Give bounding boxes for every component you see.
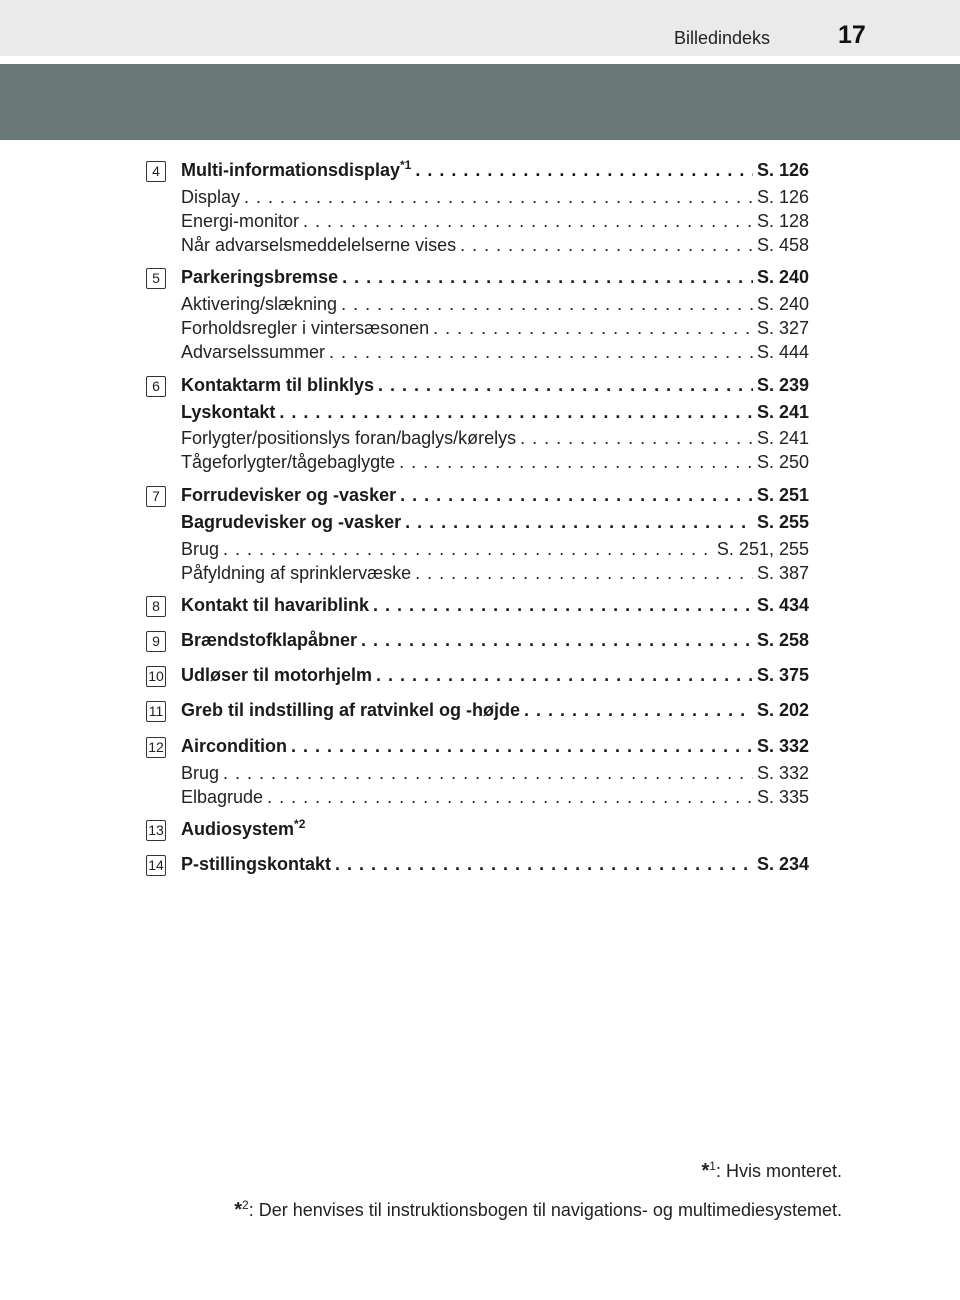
index-entry[interactable] — [181, 736, 809, 760]
dot-leader — [460, 235, 753, 256]
entry-label: Multi-informationsdisplay$^{*1}$ — [181, 158, 412, 180]
entry-number-badge: 11 — [146, 701, 166, 722]
page-reference: S. 255 — [756, 512, 809, 532]
index-subentry[interactable] — [181, 342, 809, 366]
dot-leader — [267, 787, 753, 808]
index-subentry[interactable] — [181, 235, 809, 259]
dot-leader — [415, 563, 753, 584]
page-reference: S. 202 — [756, 700, 809, 720]
entry-number-badge: 13 — [146, 820, 166, 841]
dot-leader — [223, 539, 713, 560]
dot-leader — [303, 211, 753, 232]
index-entry[interactable] — [181, 267, 809, 291]
entry-number-badge: 12 — [146, 737, 166, 758]
entry-label: Aircondition — [181, 736, 287, 756]
index-subentry[interactable] — [181, 428, 809, 452]
entry-label: Display — [181, 187, 241, 207]
entry-label: Kontakt til havariblink — [181, 595, 370, 615]
entry-label: P-stillingskontakt — [181, 854, 332, 874]
index-entry[interactable] — [181, 819, 809, 843]
dot-leader — [378, 375, 753, 396]
page-reference: S. 241 — [756, 428, 809, 448]
entry-label: Brug — [181, 539, 220, 559]
dot-leader — [341, 294, 753, 315]
index-entry[interactable] — [181, 512, 809, 536]
page-reference: S. 239 — [756, 375, 809, 395]
page-reference: S. 458 — [756, 235, 809, 255]
entry-label: Greb til indstilling af ratvinkel og -højde — [181, 700, 521, 720]
dot-leader — [399, 452, 753, 473]
entry-label: Audiosystem$^{*2}$ — [181, 817, 306, 839]
page-reference: S. 126 — [756, 160, 809, 180]
index-entry[interactable] — [181, 375, 809, 399]
entry-number-badge: 7 — [146, 486, 166, 507]
entry-number-badge: 8 — [146, 596, 166, 617]
entry-number-badge: 5 — [146, 268, 166, 289]
page-reference: S. 240 — [756, 267, 809, 287]
entry-label: Aktivering/slækning — [181, 294, 338, 314]
entry-label: Brug — [181, 763, 220, 783]
entry-number-badge: 10 — [146, 666, 166, 687]
index-subentry[interactable] — [181, 563, 809, 587]
page-reference: S. 128 — [756, 211, 809, 231]
index-entry[interactable] — [181, 160, 809, 184]
page-reference: S. 241 — [756, 402, 809, 422]
entry-label: Forlygter/positionslys foran/baglys/kørelys — [181, 428, 517, 448]
index-subentry[interactable] — [181, 539, 809, 563]
page-number: 17 — [838, 21, 866, 49]
entry-label: Når advarselsmeddelelserne vises — [181, 235, 457, 255]
dot-leader — [376, 665, 753, 686]
page-reference: S. 444 — [756, 342, 809, 362]
entry-number-badge: 9 — [146, 631, 166, 652]
dot-leader — [361, 630, 753, 651]
index-entry[interactable] — [181, 402, 809, 426]
dot-leader — [335, 854, 753, 875]
entry-label: Brændstofklapåbner — [181, 630, 358, 650]
index-entry[interactable] — [181, 485, 809, 509]
page-reference: S. 375 — [756, 665, 809, 685]
entry-label: Forholdsregler i vintersæsonen — [181, 318, 430, 338]
dot-leader — [223, 763, 753, 784]
index-subentry[interactable] — [181, 763, 809, 787]
page-reference: S. 240 — [756, 294, 809, 314]
entry-number-badge: 4 — [146, 161, 166, 182]
page-reference: S. 332 — [756, 763, 809, 783]
page-reference: S. 258 — [756, 630, 809, 650]
entry-label: Parkeringsbremse — [181, 267, 339, 287]
page-reference: S. 335 — [756, 787, 809, 807]
entry-number-badge: 14 — [146, 855, 166, 876]
entry-label: Elbagrude — [181, 787, 264, 807]
footnote-ref: *1 — [400, 158, 412, 172]
page-reference: S. 387 — [756, 563, 809, 583]
page-reference: S. 434 — [756, 595, 809, 615]
page-reference: S. 250 — [756, 452, 809, 472]
header-band — [0, 64, 960, 140]
entry-label: Kontaktarm til blinklys — [181, 375, 375, 395]
entry-label: Tågeforlygter/tågebaglygte — [181, 452, 396, 472]
section-title: Billedindeks — [674, 28, 771, 48]
index-subentry[interactable] — [181, 211, 809, 235]
index-entry[interactable] — [181, 700, 809, 724]
page-header — [0, 0, 960, 56]
dot-leader — [244, 187, 753, 208]
footnote-2: *$^2$: Der henvises til instruktionsbogen til navigations- og multimediesystemet. — [234, 1198, 842, 1221]
dot-leader — [373, 595, 753, 616]
index-entry[interactable] — [181, 630, 809, 654]
dot-leader — [291, 736, 753, 757]
entry-label: Udløser til motorhjelm — [181, 665, 373, 685]
index-entry[interactable] — [181, 854, 809, 878]
page-reference: S. 234 — [756, 854, 809, 874]
index-entry[interactable] — [181, 595, 809, 619]
page-reference: S. 251 — [756, 485, 809, 505]
dot-leader — [400, 485, 753, 506]
footnote-ref: *2 — [294, 817, 306, 831]
dot-leader — [520, 428, 753, 449]
dot-leader — [342, 267, 753, 288]
index-subentry[interactable] — [181, 787, 809, 811]
page-reference: S. 327 — [756, 318, 809, 338]
index-subentry[interactable] — [181, 452, 809, 476]
index-subentry[interactable] — [181, 294, 809, 318]
dot-leader — [405, 512, 753, 533]
entry-label: Bagrudevisker og -vasker — [181, 512, 402, 532]
dot-leader — [279, 402, 753, 423]
index-entry[interactable] — [181, 665, 809, 689]
page-reference: S. 332 — [756, 736, 809, 756]
entry-number-badge: 6 — [146, 376, 166, 397]
dot-leader — [329, 342, 753, 363]
entry-label: Forrudevisker og -vasker — [181, 485, 397, 505]
dot-leader — [433, 318, 753, 339]
page-reference: S. 126 — [756, 187, 809, 207]
entry-label: Energi-monitor — [181, 211, 300, 231]
dot-leader — [415, 160, 753, 181]
footnote-1: *$^1$: Hvis monteret. — [701, 1159, 842, 1182]
page-reference: S. 251, 255 — [716, 539, 809, 559]
dot-leader — [524, 700, 753, 721]
index-subentry[interactable] — [181, 318, 809, 342]
entry-label: Lyskontakt — [181, 402, 276, 422]
entry-label: Advarselssummer — [181, 342, 326, 362]
index-subentry[interactable] — [181, 187, 809, 211]
entry-label: Påfyldning af sprinklervæske — [181, 563, 412, 583]
